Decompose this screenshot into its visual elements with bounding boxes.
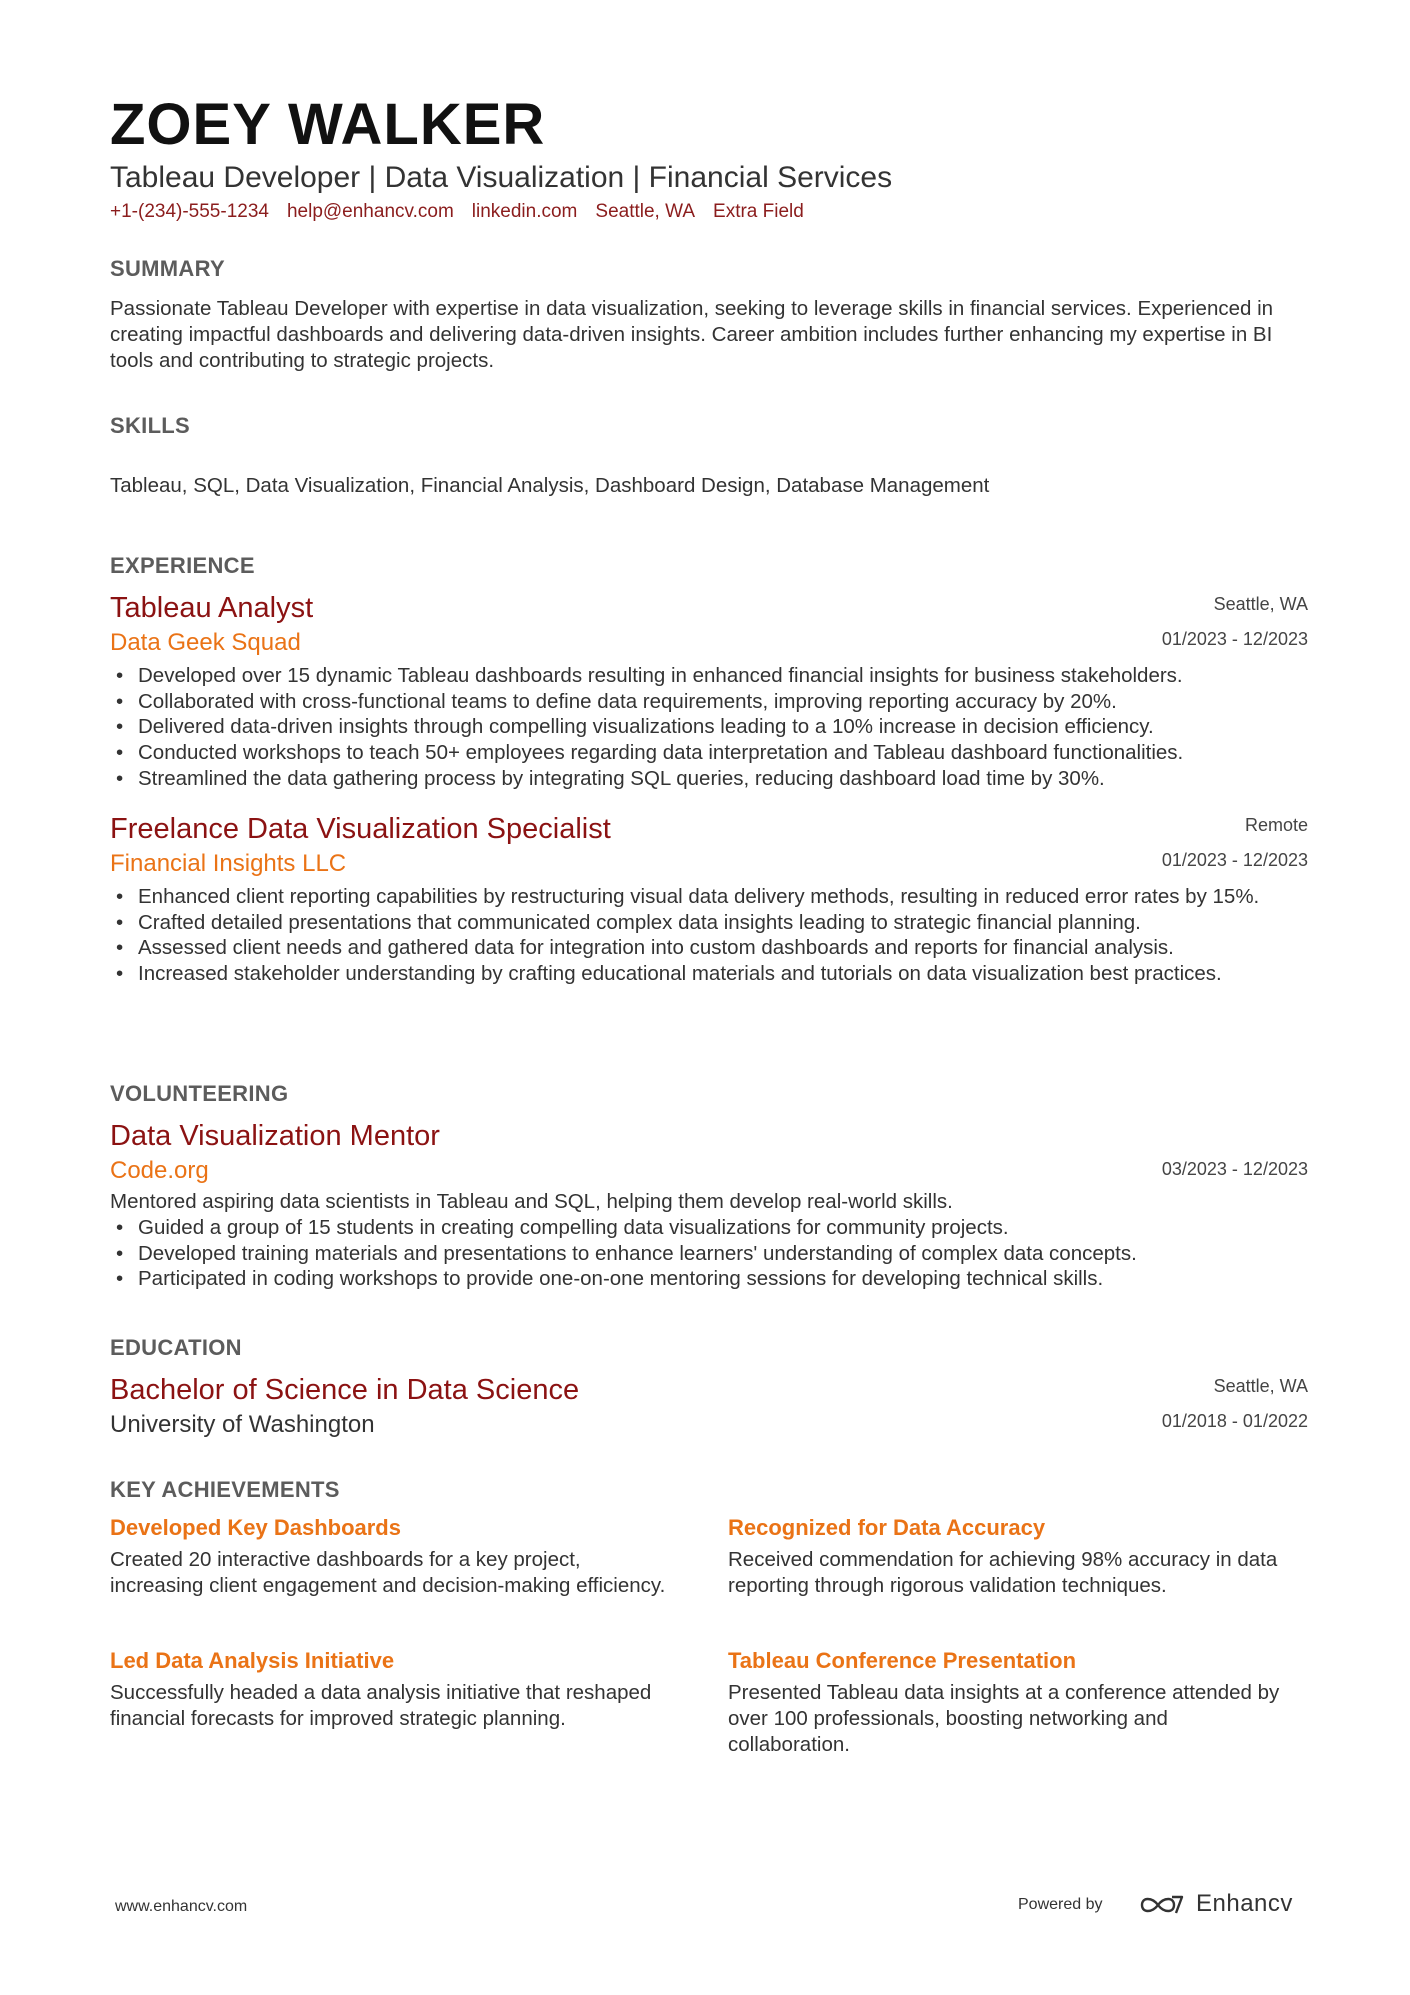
list-item: • Streamlined the data gathering process by integrating SQL queries, reducing dashboard load time by 30%. <box>110 766 1308 792</box>
list-item: • Increased stakeholder understanding by crafting educational materials and tutorials on data visualization best practices. <box>110 961 1308 987</box>
achievement-title: Led Data Analysis Initiative <box>110 1648 395 1673</box>
job-title: Tableau Analyst <box>110 592 314 624</box>
job-bullets <box>110 884 1308 987</box>
achievement-description: Received commendation for achieving 98% accuracy in data reporting through rigorous validation techniques. <box>728 1548 1278 1598</box>
list-item: • Collaborated with cross-functional teams to define data requirements, improving reporting accuracy by 20%. <box>110 689 1308 715</box>
list-item: • Conducted workshops to teach 50+ employees regarding data interpretation and Tableau dashboard functionalities. <box>110 740 1308 766</box>
volunteer-org: Code.org <box>110 1157 209 1184</box>
list-item: • Crafted detailed presentations that communicated complex data insights leading to strategic financial planning. <box>110 910 1308 936</box>
job-title: Freelance Data Visualization Specialist <box>110 813 611 845</box>
list-item: • Assessed client needs and gathered data for integration into custom dashboards and reports for financial analysis. <box>110 935 1308 961</box>
education-location: Seattle, WA <box>1213 1376 1308 1396</box>
experience-heading: EXPERIENCE <box>110 553 255 578</box>
achievement-title: Tableau Conference Presentation <box>728 1648 1077 1673</box>
footer-url[interactable]: www.enhancv.com <box>115 1898 248 1915</box>
achievement-description: Successfully headed a data analysis initiative that reshaped financial forecasts for improved strategic planning. <box>110 1681 652 1731</box>
volunteer-description: Mentored aspiring data scientists in Tableau and SQL, helping them develop real-world skills. <box>110 1190 953 1213</box>
contact-extra-field: Extra Field <box>713 201 804 222</box>
achievement-description: Presented Tableau data insights at a conference attended by over 100 professionals, boosting networking and collaboration. <box>728 1681 1280 1756</box>
achievement-item <box>110 1515 670 1599</box>
job-dates: 01/2023 - 12/2023 <box>1161 629 1308 649</box>
education-dates: 01/2018 - 01/2022 <box>1161 1411 1308 1431</box>
job-location: Seattle, WA <box>1213 594 1308 614</box>
summary-text: Passionate Tableau Developer with expertise in data visualization, seeking to leverage skills in financial services. Experienced in creating impactful dashboards and delivering data-driven insights. Career ambition includes further enhancing my expertise in BI tools and contributing to strategic projects. <box>110 297 1274 372</box>
job-location: Remote <box>1244 815 1308 835</box>
list-item: • Enhanced client reporting capabilities by restructuring visual data delivery methods, resulting in reduced error rates by 15%. <box>110 884 1308 910</box>
achievement-item <box>728 1648 1288 1758</box>
list-item: • Guided a group of 15 students in creating compelling data visualizations for community projects. <box>110 1215 1308 1241</box>
contact-phone[interactable]: +1-(234)-555-1234 <box>110 201 269 222</box>
volunteer-bullets <box>110 1215 1308 1292</box>
candidate-name: ZOEY WALKER <box>110 92 546 157</box>
list-item: • Participated in coding workshops to provide one-on-one mentoring sessions for developing technical skills. <box>110 1266 1308 1292</box>
education-school: University of Washington <box>110 1411 375 1438</box>
skills-heading: SKILLS <box>110 413 191 438</box>
enhancv-logo-text: Enhancv <box>1196 1890 1293 1917</box>
achievement-title: Recognized for Data Accuracy <box>728 1515 1046 1540</box>
achievement-description: Created 20 interactive dashboards for a key project, increasing client engagement and decision-making efficiency. <box>110 1548 666 1598</box>
volunteer-role: Data Visualization Mentor <box>110 1120 440 1152</box>
skills-text: Tableau, SQL, Data Visualization, Financial Analysis, Dashboard Design, Database Management <box>110 474 990 497</box>
contact-bar <box>110 201 822 224</box>
list-item: • Developed training materials and presentations to enhance learners' understanding of complex data concepts. <box>110 1241 1308 1267</box>
contact-linkedin[interactable]: linkedin.com <box>471 201 578 222</box>
volunteer-dates: 03/2023 - 12/2023 <box>1161 1159 1308 1179</box>
summary-heading: SUMMARY <box>110 256 225 281</box>
achievement-title: Developed Key Dashboards <box>110 1515 401 1540</box>
contact-location: Seattle, WA <box>595 201 696 222</box>
contact-email[interactable]: help@enhancv.com <box>286 201 454 222</box>
powered-by-label: Powered by <box>1018 1896 1103 1913</box>
job-company: Financial Insights LLC <box>110 850 347 877</box>
list-item: • Developed over 15 dynamic Tableau dashboards resulting in enhanced financial insights for business stakeholders. <box>110 663 1308 689</box>
education-heading: EDUCATION <box>110 1335 242 1360</box>
job-dates: 01/2023 - 12/2023 <box>1161 850 1308 870</box>
education-degree: Bachelor of Science in Data Science <box>110 1374 580 1406</box>
enhancv-logo-icon <box>1138 1891 1186 1919</box>
achievements-heading: KEY ACHIEVEMENTS <box>110 1477 340 1502</box>
list-item: • Delivered data-driven insights through compelling visualizations leading to a 10% increase in decision efficiency. <box>110 714 1308 740</box>
achievement-item <box>110 1648 670 1732</box>
job-bullets <box>110 663 1308 792</box>
job-company: Data Geek Squad <box>110 629 301 656</box>
headline: Tableau Developer | Data Visualization | Financial Services <box>110 161 893 194</box>
achievement-item <box>728 1515 1288 1599</box>
volunteering-heading: VOLUNTEERING <box>110 1081 289 1106</box>
